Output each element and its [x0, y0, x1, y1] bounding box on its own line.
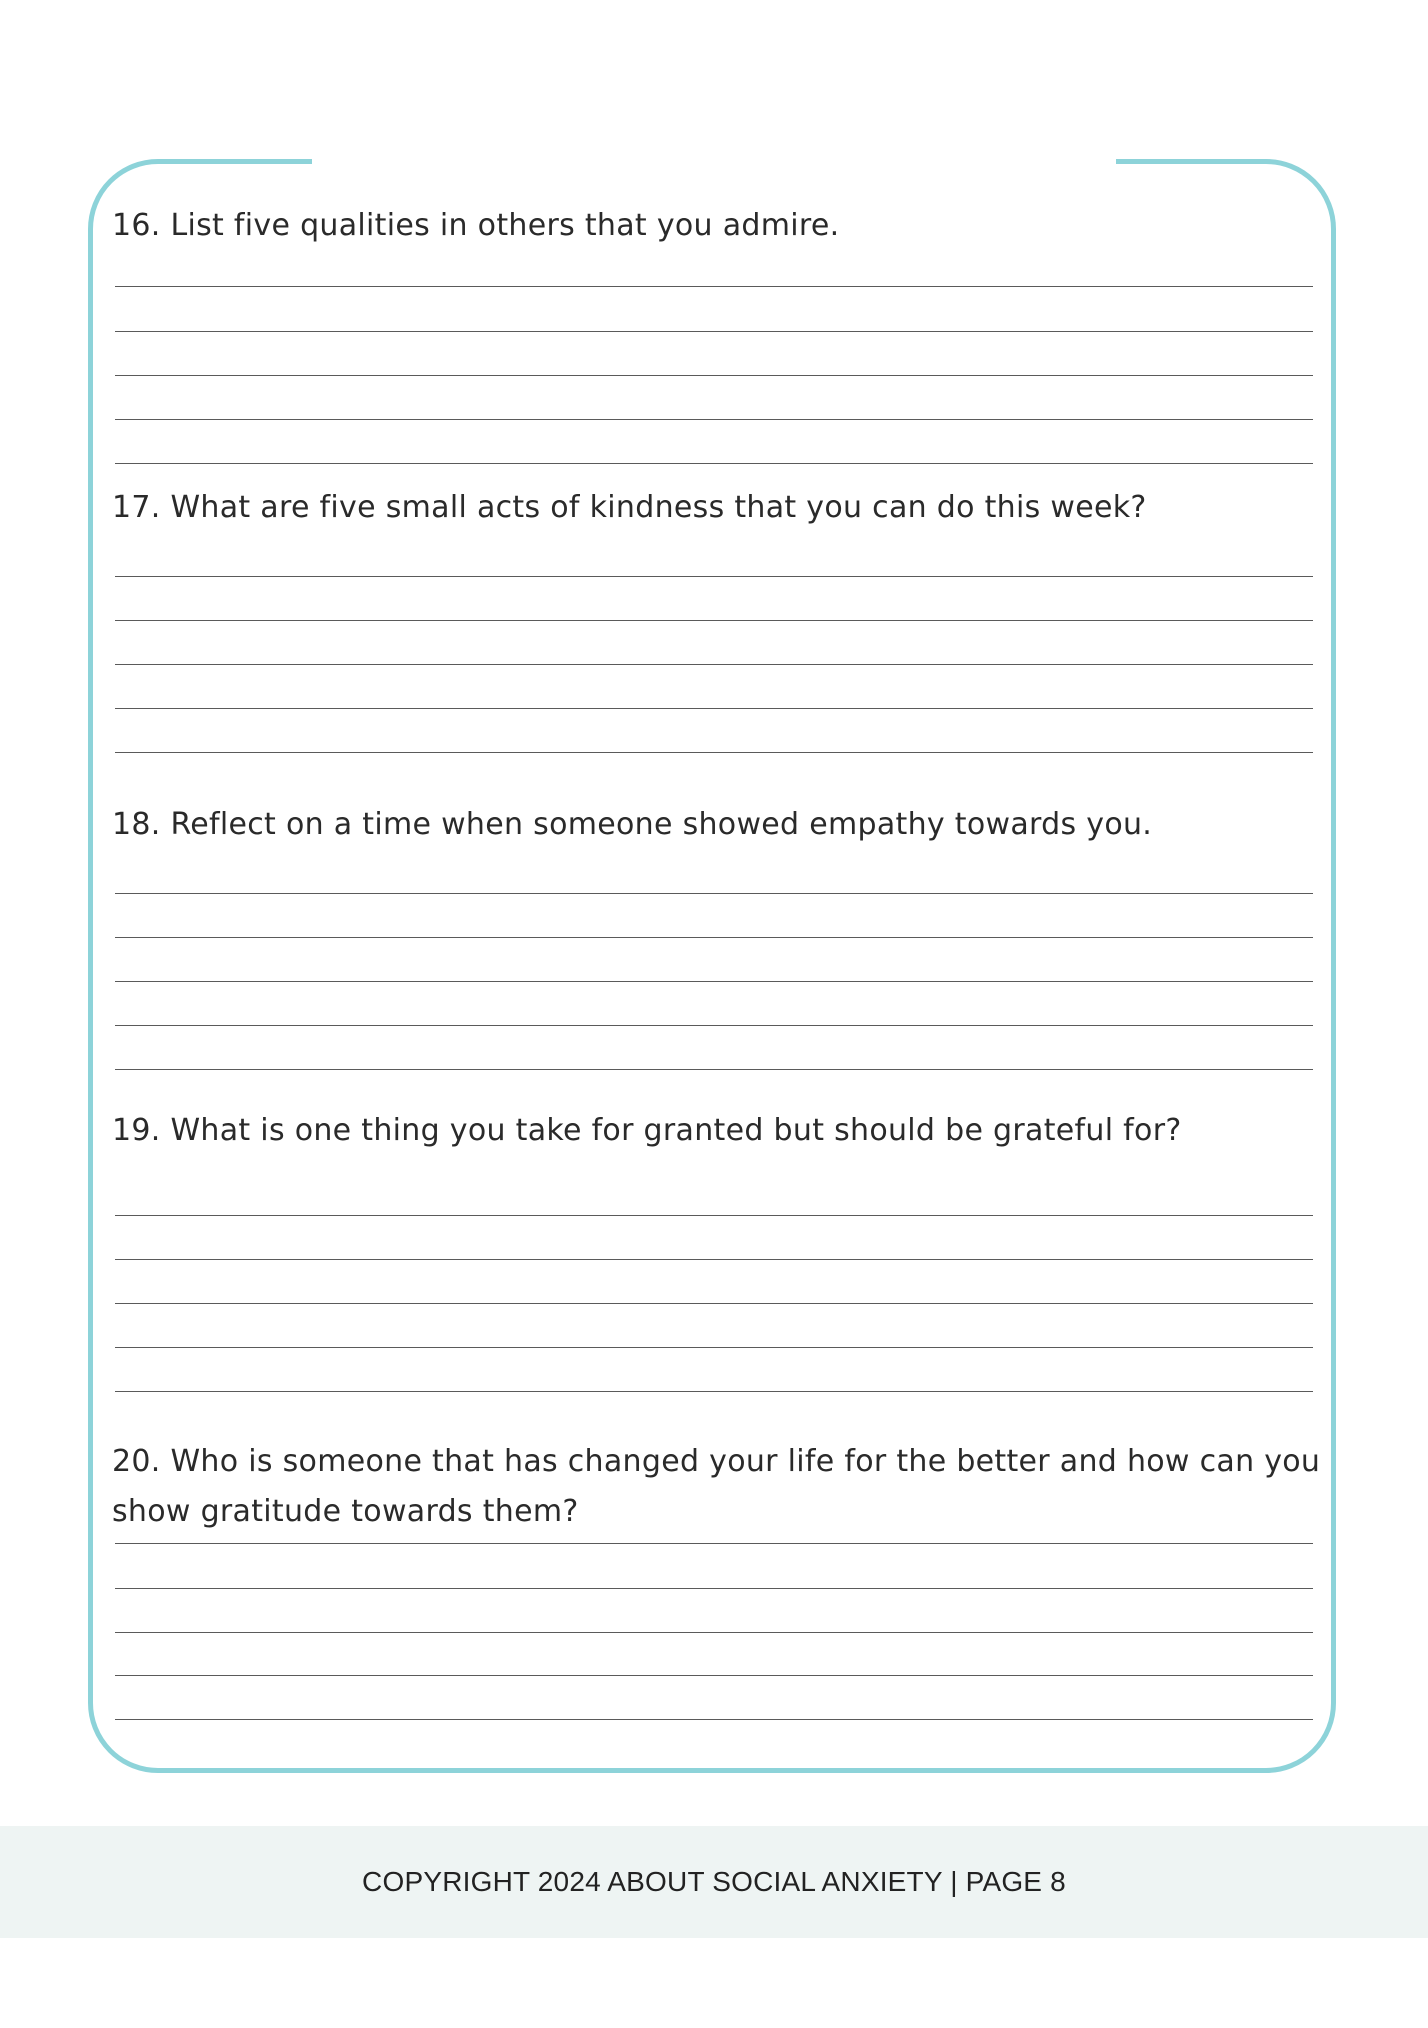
- answer-line[interactable]: [115, 1215, 1313, 1216]
- answer-line[interactable]: [115, 1391, 1313, 1392]
- question-17-prompt: 17. What are five small acts of kindness that you can do this week?: [112, 490, 1147, 525]
- answer-line[interactable]: [115, 1347, 1313, 1348]
- answer-line[interactable]: [115, 331, 1313, 332]
- answer-line[interactable]: [115, 937, 1313, 938]
- answer-line[interactable]: [115, 752, 1313, 753]
- answer-line[interactable]: [115, 1543, 1313, 1544]
- answer-line[interactable]: [115, 1069, 1313, 1070]
- footer-band: [0, 1826, 1428, 1938]
- answer-line[interactable]: [115, 620, 1313, 621]
- question-20-prompt: 20. Who is someone that has changed your life for the better and how can you show gratitude towards them?: [112, 1444, 1321, 1529]
- answer-line[interactable]: [115, 1675, 1313, 1676]
- question-19-prompt: 19. What is one thing you take for granted but should be grateful for?: [112, 1113, 1182, 1148]
- answer-line[interactable]: [115, 708, 1313, 709]
- footer-copyright: COPYRIGHT 2024 ABOUT SOCIAL ANXIETY | PAGE 8: [362, 1866, 1066, 1897]
- answer-line[interactable]: [115, 1259, 1313, 1260]
- question-18-prompt: 18. Reflect on a time when someone showed empathy towards you.: [112, 807, 1153, 842]
- frame-top-gap: [312, 150, 1116, 170]
- answer-line[interactable]: [115, 1025, 1313, 1026]
- answer-line[interactable]: [115, 1303, 1313, 1304]
- answer-line[interactable]: [115, 1632, 1313, 1633]
- answer-line[interactable]: [115, 463, 1313, 464]
- answer-line[interactable]: [115, 664, 1313, 665]
- question-16-prompt: 16. List five qualities in others that you admire.: [112, 208, 840, 243]
- answer-line[interactable]: [115, 576, 1313, 577]
- answer-line[interactable]: [115, 893, 1313, 894]
- answer-line[interactable]: [115, 375, 1313, 376]
- answer-line[interactable]: [115, 419, 1313, 420]
- answer-line[interactable]: [115, 286, 1313, 287]
- answer-line[interactable]: [115, 1588, 1313, 1589]
- answer-line[interactable]: [115, 981, 1313, 982]
- answer-line[interactable]: [115, 1719, 1313, 1720]
